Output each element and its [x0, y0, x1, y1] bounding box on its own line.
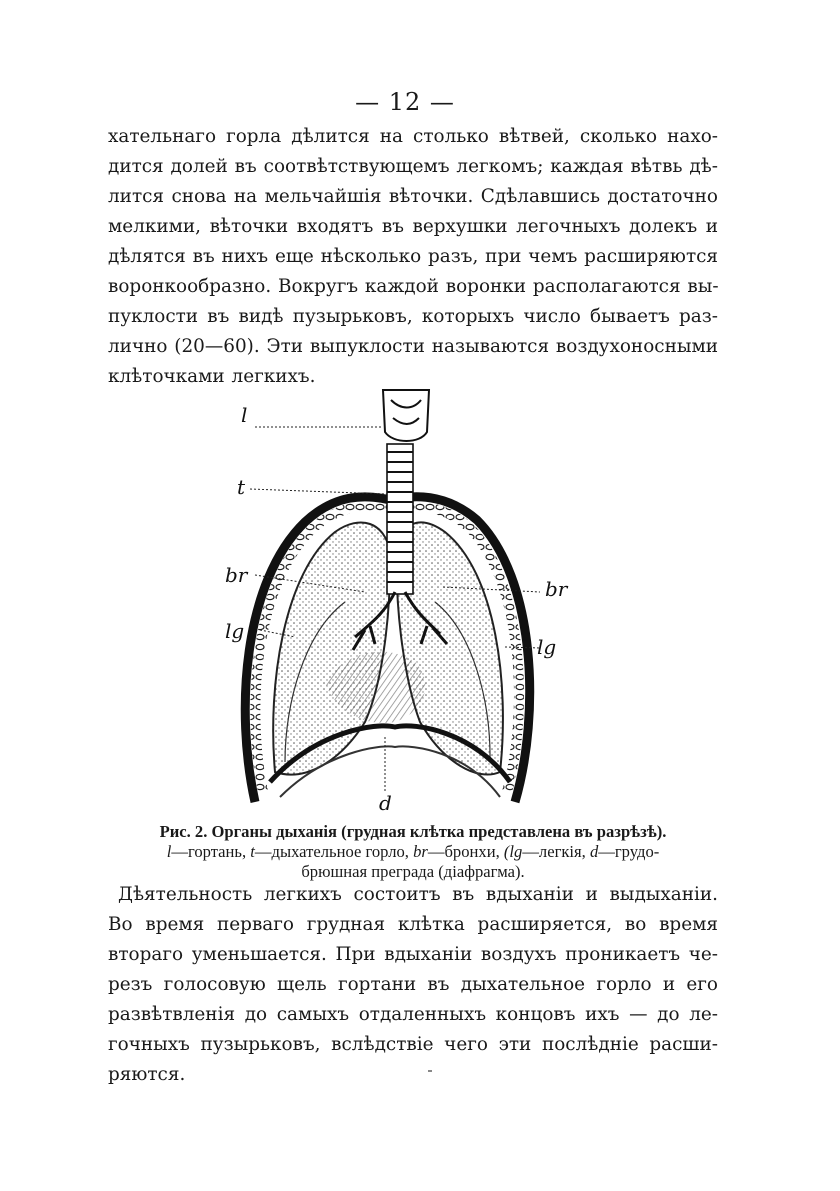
respiratory-organs-illustration — [215, 382, 568, 815]
lung-right-leader-line — [505, 647, 540, 648]
text-line: воронкообразно. Вокругъ каждой воронки располагаются вы- — [108, 276, 719, 297]
text-line: пуклости въ видѣ пузырьковъ, которыхъ число бываетъ раз- — [108, 306, 718, 327]
figure-caption — [108, 822, 718, 882]
label-diaphragm: d — [379, 791, 392, 815]
text-line: ряются. — [108, 1064, 186, 1085]
caption-legend — [108, 842, 718, 862]
caption-l-abbr: l — [166, 842, 172, 861]
caption-br-abbr: br — [413, 842, 428, 861]
text-line: Во время перваго грудная клѣтка расширяется, во время — [108, 914, 718, 935]
text-line: дѣлятся въ нихъ еще нѣсколько разъ, при чемъ расширяются — [108, 246, 719, 267]
page-number: — 12 — — [355, 88, 455, 116]
label-lung-right: lg — [537, 635, 557, 659]
label-bronchus-left: br — [225, 563, 248, 587]
text-line: клѣточками легкихъ. — [108, 366, 316, 387]
text-line: втораго уменьшается. При вдыханіи воздухъ проникаетъ че- — [108, 944, 718, 965]
label-larynx: l — [241, 403, 248, 427]
text-line: гочныхъ пузырьковъ, вслѣдствіе чего эти послѣдніе расши- — [108, 1034, 718, 1055]
label-bronchus-right: br — [545, 577, 568, 601]
caption-d-abbr: d — [589, 842, 599, 861]
text-line: лично (20—60). Эти выпуклости называются воздухоносными — [108, 336, 719, 357]
text-line: хательнаго горла дѣлится на столько вѣтвей, сколько нахо- — [108, 126, 718, 147]
caption-d-def: —грудо- — [598, 842, 660, 861]
trachea — [387, 444, 413, 594]
caption-l-def: —гортань, — [171, 842, 247, 861]
caption-t-abbr: t — [250, 842, 255, 861]
caption-lg-abbr: (lg — [503, 842, 523, 861]
caption-lg-def: —легкія, — [522, 842, 586, 861]
label-trachea: t — [237, 475, 246, 499]
caption-line-3: брюшная преграда (діафрагма). — [301, 862, 525, 881]
caption-br-def: —бронхи, — [427, 842, 500, 861]
label-lung-left: lg — [225, 619, 245, 643]
caption-title: Рис. 2. Органы дыханія (грудная клѣтка представлена въ разрѣзѣ). — [159, 822, 667, 841]
text-line: дится долей въ соотвѣтствующемъ легкомъ; каждая вѣтвь дѣ- — [108, 156, 718, 177]
text-line: развѣтвленія до самыхъ отдаленныхъ концовъ ихъ — до ле- — [108, 1004, 718, 1025]
print-speck — [428, 1070, 432, 1072]
larynx — [383, 390, 429, 441]
text-line: резъ голосовую щель гортани въ дыхательное горло и его — [108, 974, 718, 995]
text-line: лится снова на мельчайшія вѣточки. Сдѣлавшись достаточно — [108, 186, 718, 207]
caption-t-def: —дыхательное горло, — [254, 842, 409, 861]
trachea-leader-line — [250, 489, 387, 494]
text-line: мелкими, вѣточки входятъ въ верхушки легочныхъ долекъ и — [108, 216, 718, 237]
text-line: Дѣятельность легкихъ состоитъ въ вдыханіи и выдыханіи. — [118, 884, 718, 905]
